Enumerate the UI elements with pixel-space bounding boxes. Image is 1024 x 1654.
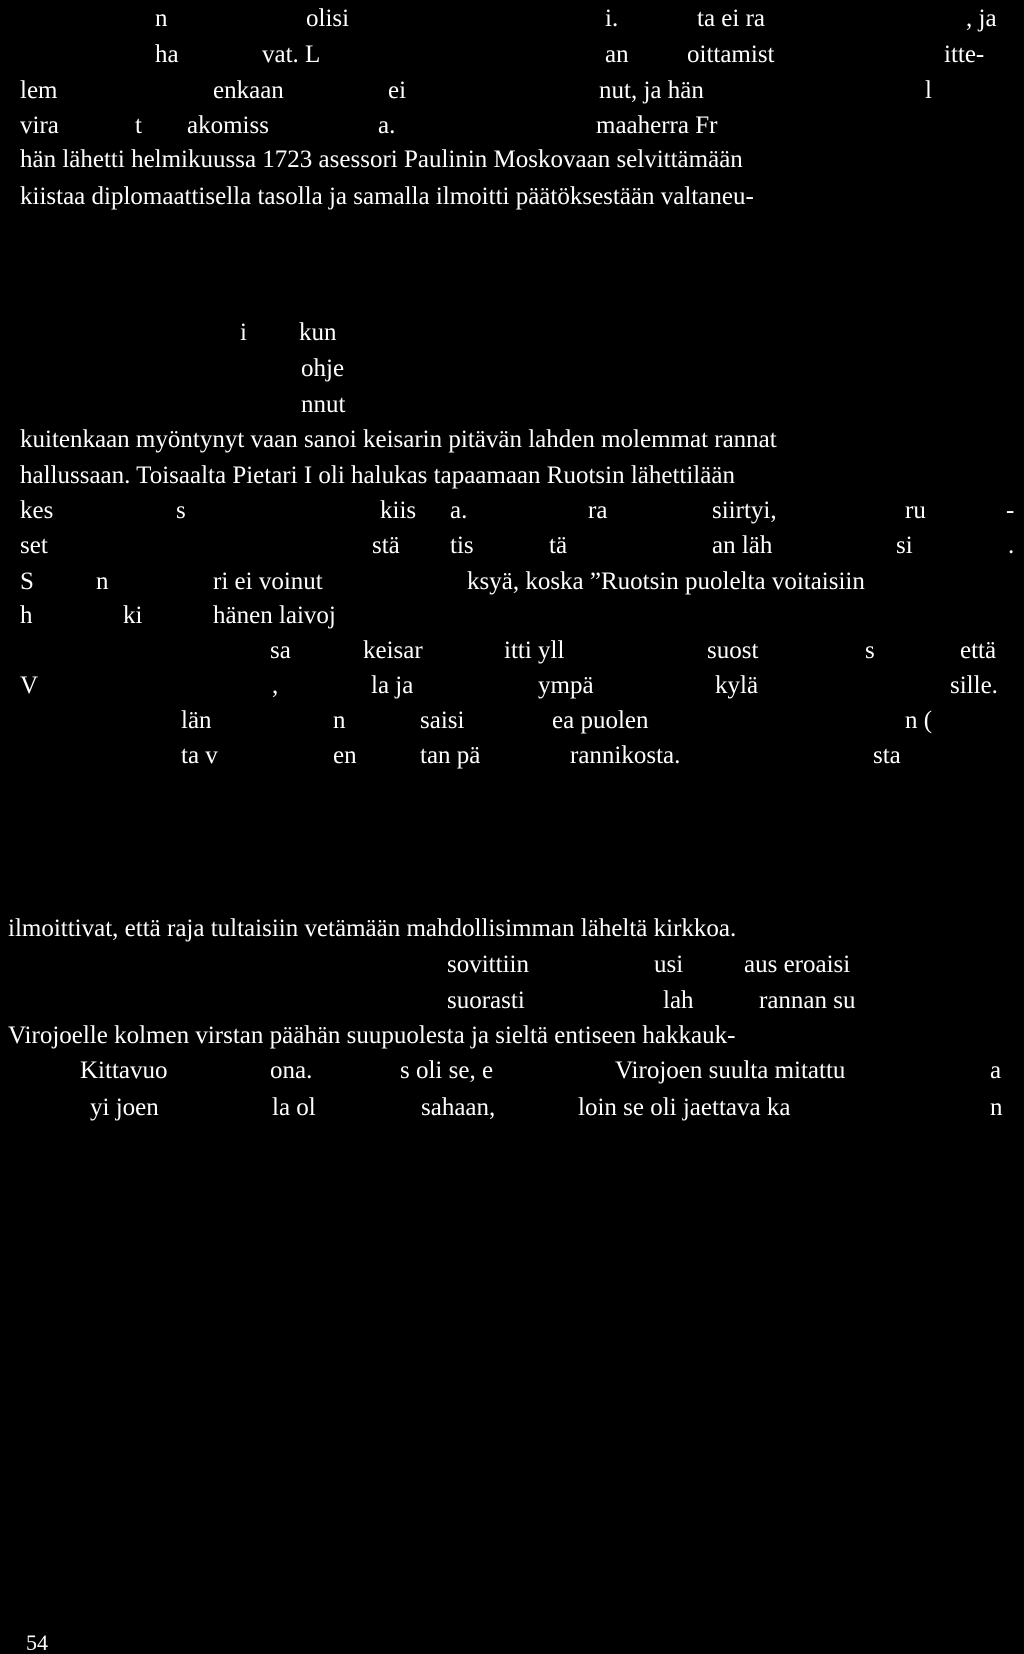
text-fragment: yi joen bbox=[90, 1094, 159, 1121]
text-fragment: Kittavuo bbox=[80, 1057, 168, 1084]
text-fragment: saisi bbox=[420, 707, 465, 734]
text-fragment: ei bbox=[388, 77, 407, 104]
text-fragment: siirtyi, bbox=[712, 497, 777, 524]
text-line: kuitenkaan myöntynyt vaan sanoi keisarin pitävän lahden molemmat rannat bbox=[20, 426, 777, 453]
text-fragment: si bbox=[896, 532, 913, 559]
text-fragment: n bbox=[96, 568, 109, 595]
text-fragment: a. bbox=[450, 497, 468, 524]
text-fragment: set bbox=[20, 532, 48, 559]
text-fragment: että bbox=[960, 637, 997, 664]
text-line: kiistaa diplomaattisella tasolla ja samalla ilmoitti päätöksestään valtaneu- bbox=[20, 183, 754, 210]
text-fragment: sille. bbox=[950, 672, 998, 699]
text-fragment: n bbox=[333, 707, 346, 734]
text-fragment: oittamist bbox=[687, 41, 775, 68]
text-fragment: ohje bbox=[301, 355, 345, 382]
text-fragment: sahaan, bbox=[421, 1094, 496, 1121]
text-fragment: vira bbox=[20, 112, 59, 139]
text-fragment: a. bbox=[378, 112, 396, 139]
text-fragment: itti yll bbox=[504, 637, 565, 664]
text-fragment: enkaan bbox=[213, 77, 284, 104]
text-fragment: S bbox=[20, 568, 34, 595]
page-number: 54 bbox=[26, 1630, 48, 1654]
text-line: Virojoelle kolmen virstan päähän suupuolesta ja sieltä entiseen hakkauk- bbox=[8, 1022, 736, 1049]
text-fragment: tis bbox=[450, 532, 474, 559]
text-fragment: akomiss bbox=[187, 112, 269, 139]
text-fragment: Virojoen suulta mitattu bbox=[615, 1057, 846, 1084]
text-line: hallussaan. Toisaalta Pietari I oli halukas tapaamaan Ruotsin lähettilään bbox=[20, 462, 735, 489]
text-fragment: an bbox=[605, 41, 629, 68]
text-fragment: vat. L bbox=[262, 41, 321, 68]
text-fragment: h bbox=[20, 602, 33, 629]
text-fragment: ksyä, koska ”Ruotsin puolelta voitaisiin bbox=[467, 568, 865, 595]
text-fragment: ki bbox=[123, 602, 143, 629]
text-fragment: sta bbox=[873, 742, 901, 769]
text-fragment: hänen laivoj bbox=[213, 602, 336, 629]
text-fragment: rannan su bbox=[759, 987, 856, 1014]
text-fragment: sovittiin bbox=[447, 951, 529, 978]
text-fragment: län bbox=[181, 707, 212, 734]
text-fragment: sa bbox=[270, 637, 291, 664]
text-fragment: , ja bbox=[966, 5, 997, 32]
text-fragment: tä bbox=[549, 532, 568, 559]
text-fragment: t bbox=[135, 112, 142, 139]
text-fragment: ri ei voinut bbox=[213, 568, 323, 595]
text-fragment: s bbox=[865, 637, 875, 664]
text-fragment: ona. bbox=[270, 1057, 313, 1084]
text-fragment: lah bbox=[663, 987, 694, 1014]
text-fragment: stä bbox=[372, 532, 400, 559]
text-fragment: s bbox=[176, 497, 186, 524]
text-fragment: tan pä bbox=[420, 742, 481, 769]
text-fragment: l bbox=[925, 77, 932, 104]
text-fragment: loin se oli jaettava ka bbox=[578, 1094, 791, 1121]
text-fragment: ha bbox=[155, 41, 179, 68]
text-fragment: kylä bbox=[715, 672, 759, 699]
text-fragment: ea puolen bbox=[552, 707, 649, 734]
text-fragment: ra bbox=[588, 497, 608, 524]
text-fragment: ta ei ra bbox=[697, 5, 766, 32]
text-fragment: ru bbox=[905, 497, 926, 524]
text-fragment: , bbox=[272, 672, 279, 699]
text-fragment: kes bbox=[20, 497, 54, 524]
text-fragment: nnut bbox=[301, 391, 346, 418]
text-fragment: itte- bbox=[944, 41, 985, 68]
text-fragment: kiis bbox=[380, 497, 417, 524]
text-fragment: la ol bbox=[272, 1094, 316, 1121]
text-line: ilmoittivat, että raja tultaisiin vetämään mahdollisimman läheltä kirkkoa. bbox=[8, 915, 737, 942]
text-fragment: olisi bbox=[306, 5, 350, 32]
text-fragment: la ja bbox=[371, 672, 414, 699]
text-fragment: n ( bbox=[905, 707, 933, 734]
text-fragment: keisar bbox=[363, 637, 423, 664]
text-fragment: . bbox=[1008, 532, 1015, 559]
text-fragment: s oli se, e bbox=[400, 1057, 494, 1084]
text-line: hän lähetti helmikuussa 1723 asessori Paulinin Moskovaan selvittämään bbox=[20, 146, 743, 173]
text-fragment: maaherra Fr bbox=[596, 112, 718, 139]
text-fragment: usi bbox=[654, 951, 684, 978]
text-fragment: lem bbox=[20, 77, 58, 104]
text-fragment: rannikosta. bbox=[570, 742, 681, 769]
text-fragment: an läh bbox=[712, 532, 773, 559]
text-fragment: en bbox=[333, 742, 357, 769]
text-fragment: - bbox=[1006, 497, 1015, 524]
text-fragment: n bbox=[990, 1094, 1003, 1121]
text-fragment: suost bbox=[707, 637, 759, 664]
text-fragment: a bbox=[990, 1057, 1002, 1084]
text-fragment: n bbox=[155, 5, 168, 32]
text-fragment: i bbox=[240, 319, 247, 346]
text-fragment: kun bbox=[299, 319, 337, 346]
text-fragment: aus eroaisi bbox=[744, 951, 851, 978]
text-fragment: suorasti bbox=[447, 987, 525, 1014]
text-fragment: nut, ja hän bbox=[599, 77, 704, 104]
text-fragment: i. bbox=[605, 5, 619, 32]
text-fragment: ta v bbox=[181, 742, 218, 769]
text-fragment: V bbox=[20, 672, 39, 699]
text-fragment: ympä bbox=[538, 672, 594, 699]
